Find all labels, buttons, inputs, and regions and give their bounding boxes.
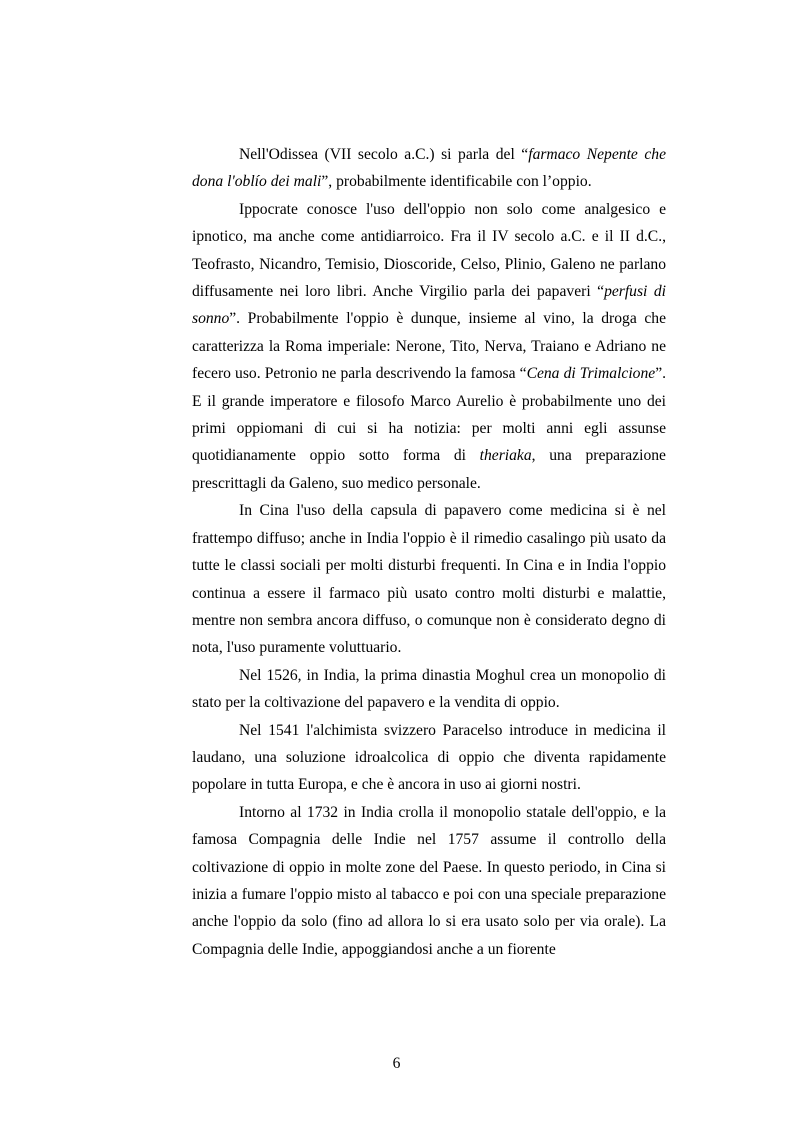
paragraph	[192, 196, 666, 497]
italic-text: theriaka	[479, 447, 532, 465]
text-run: Nel 1541 l'alchimista svizzero Paracelso introduce in medicina il laudano, una soluzione idroalcolica di oppio che diventa rapidamente popolare in tutta Europa, e che è ancora in uso ai giorni nostri.	[192, 721, 666, 794]
body-text	[192, 141, 666, 963]
text-run: Nel 1526, in India, la prima dinastia Moghul crea un monopolio di stato per la coltivazione del papavero e la vendita di oppio.	[192, 666, 666, 712]
paragraph	[192, 141, 666, 196]
text-run: ”. E il grande imperatore e filosofo Marco Aurelio è probabilmente uno dei primi oppiomani di cui si ha notizia: per molti anni egli assunse quotidianamente oppio sotto forma di	[192, 365, 667, 465]
text-run: , una preparazione prescrittagli da Galeno, suo medico personale.	[192, 447, 666, 492]
text-run: Nell'Odissea (VII secolo a.C.) si parla del “	[239, 146, 529, 163]
page-number: 6	[392, 1055, 401, 1072]
text-run: In Cina l'uso della capsula di papavero come medicina si è nel frattempo diffuso; anche in India l'oppio è il rimedio casalingo più usato da tutte le classi sociali per molti disturbi frequenti. In Cina e in India l'oppio continua a essere il farmaco più usato contro molti disturbi e malattie, mentre non sembra ancora diffuso, o comunque non è considerato degno di nota, l'uso puramente voluttuario.	[192, 502, 666, 657]
text-run: Intorno al 1732 in India crolla il monopolio statale dell'oppio, e la famosa Compagnia delle Indie nel 1757 assume il controllo della coltivazione di oppio in molte zone del Paese. In questo periodo, in Cina si inizia a fumare l'oppio misto al tabacco e poi con una speciale preparazione anche l'oppio da solo (fino ad allora lo si era usato solo per via orale). La Compagnia delle Indie, appoggiandosi anche a un fiorente	[192, 803, 666, 958]
paragraph	[192, 717, 666, 799]
text-run: ”. Probabilmente l'oppio è dunque, insieme al vino, la droga che caratterizza la Roma imperiale: Nerone, Tito, Nerva, Traiano e Adriano ne fecero uso. Petronio ne parla descrivendo la famosa “	[192, 310, 666, 383]
paragraph	[192, 497, 666, 661]
italic-text: farmaco Nepente che dona l'oblío dei mali	[192, 146, 666, 191]
paragraph	[192, 799, 666, 963]
italic-text: Cena di Trimalcione	[526, 365, 656, 383]
text-run: ”, probabilmente identificabile con l’oppio.	[321, 173, 592, 191]
text-run: Ippocrate conosce l'uso dell'oppio non solo come analgesico e ipnotico, ma anche come antidiarroico. Fra il IV secolo a.C. e il II d.C., Teofrasto, Nicandro, Temisio, Dioscoride, Celso, Plinio, Galeno ne parlano diffusamente nei loro libri. Anche Virgilio parla dei papaveri “	[192, 200, 666, 301]
paragraph	[192, 662, 666, 717]
italic-text: perfusi di sonno	[192, 283, 666, 328]
